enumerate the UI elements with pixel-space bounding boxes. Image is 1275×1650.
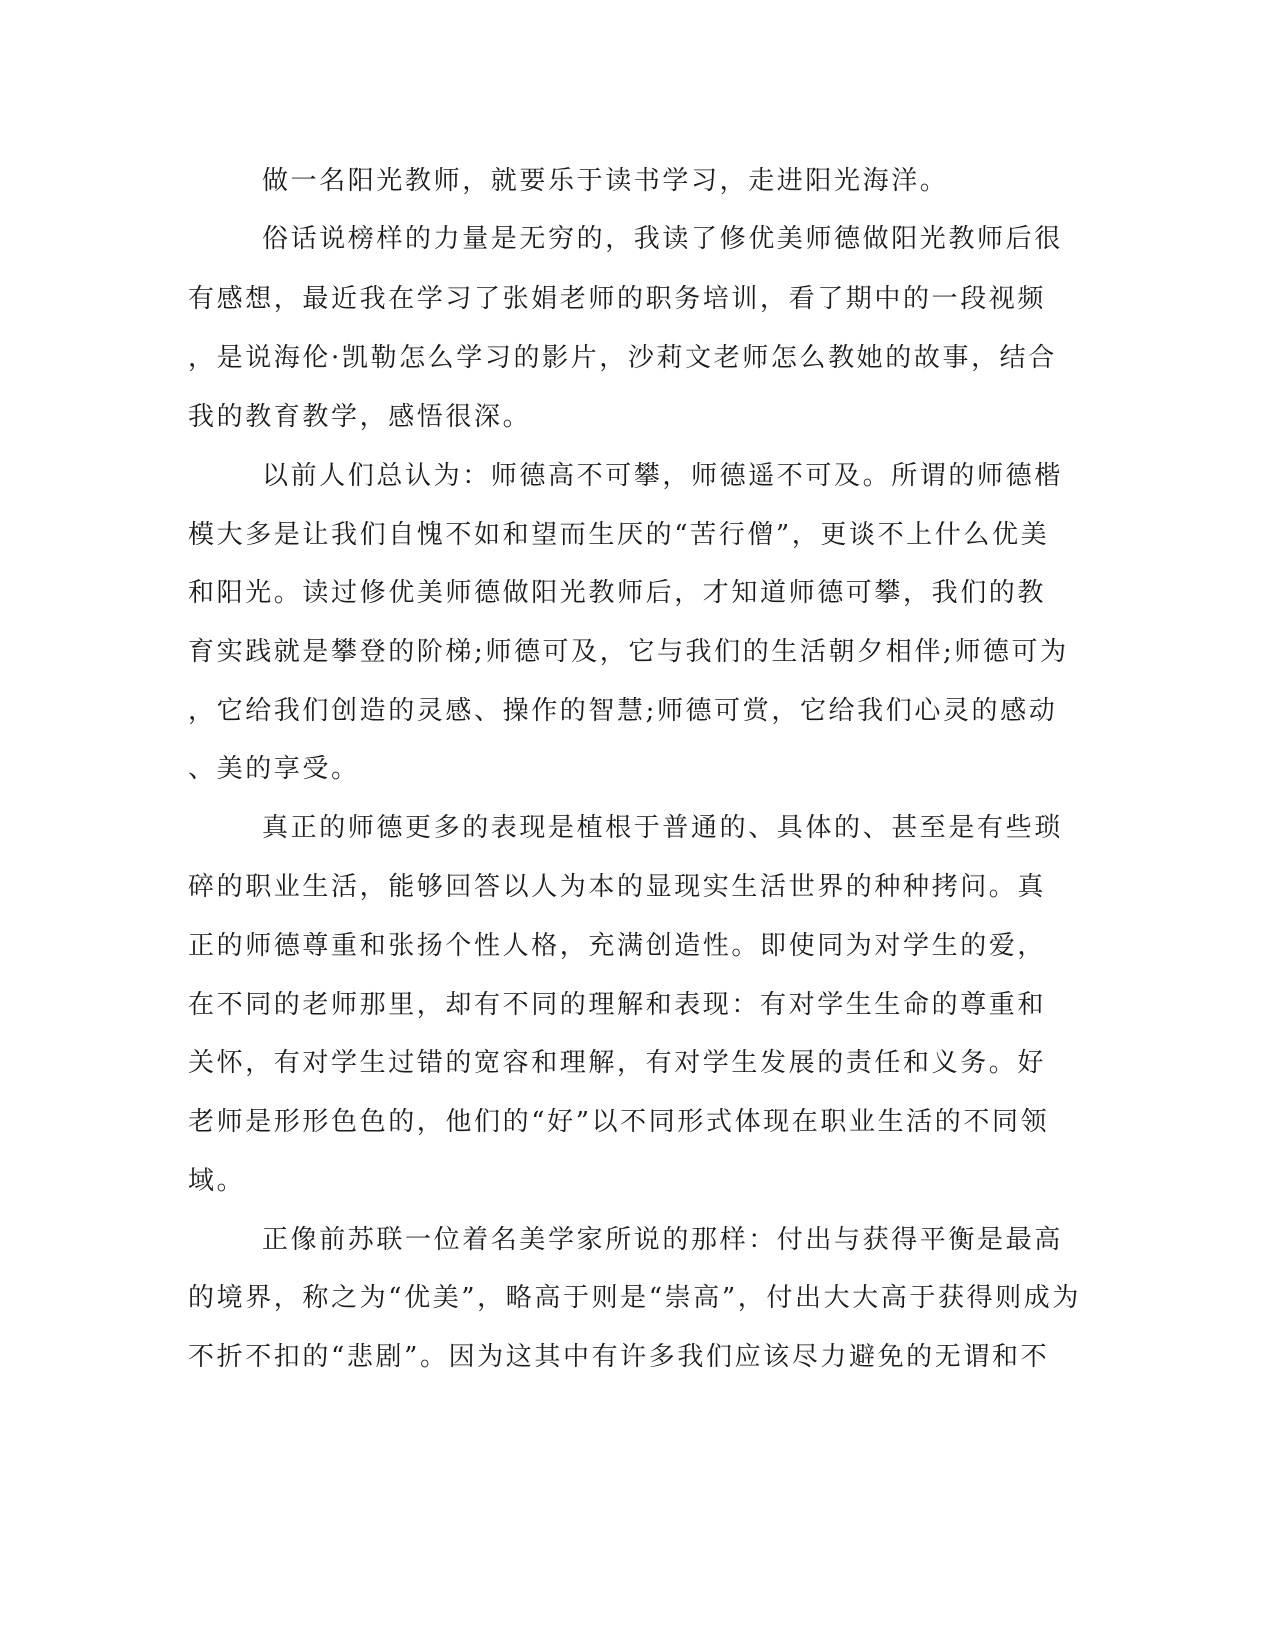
paragraph-4-line-3: 正的师德尊重和张扬个性人格，充满创造性。即使同为对学生的爱， [188,931,1047,961]
paragraph-3-line-2: 模大多是让我们自愧不如和望而生厌的“苦行僧”，更谈不上什么优美 [188,520,1050,550]
paragraph-4-line-7: 域。 [188,1166,246,1196]
paragraph-4-line-5: 关怀，有对学生过错的宽容和理解，有对学生发展的责任和义务。好 [188,1048,1047,1078]
paragraph-5-line-2: 的境界，称之为“优美”，略高于则是“崇高”，付出大大高于获得则成为 [188,1283,1081,1313]
paragraph-5-line-3: 不折不扣的“悲剧”。因为这其中有许多我们应该尽力避免的无谓和不 [188,1342,1050,1372]
paragraph-1-line-1: 做一名阳光教师，就要乐于读书学习，走进阳光海洋。 [262,166,949,196]
paragraph-3-line-1: 以前人们总认为：师德高不可攀，师德遥不可及。所谓的师德楷 [262,461,1063,491]
paragraph-2-line-2: 有感想，最近我在学习了张娟老师的职务培训，看了期中的一段视频 [188,284,1047,314]
paragraph-5-line-1: 正像前苏联一位着名美学家所说的那样：付出与获得平衡是最高 [262,1225,1063,1255]
paragraph-3-line-3: 和阳光。读过修优美师德做阳光教师后，才知道师德可攀，我们的教 [188,578,1047,608]
paragraph-3-line-6: 、美的享受。 [188,754,360,784]
paragraph-2-line-4: 我的教育教学，感悟很深。 [188,402,532,432]
paragraph-3-line-4: 育实践就是攀登的阶梯;师德可及，它与我们的生活朝夕相伴;师德可为 [188,637,1069,667]
paragraph-3-line-5: ，它给我们创造的灵感、操作的智慧;师德可赏，它给我们心灵的感动 [188,696,1058,726]
paragraph-2-line-1: 俗话说榜样的力量是无穷的，我读了修优美师德做阳光教师后很 [262,224,1063,254]
paragraph-4-line-1: 真正的师德更多的表现是植根于普通的、具体的、甚至是有些琐 [262,813,1063,843]
paragraph-2-line-3: ，是说海伦·凯勒怎么学习的影片，沙莉文老师怎么教她的故事，结合 [188,343,1057,373]
paragraph-4-line-4: 在不同的老师那里，却有不同的理解和表现：有对学生生命的尊重和 [188,990,1047,1020]
paragraph-4-line-2: 碎的职业生活，能够回答以人为本的显现实生活世界的种种拷问。真 [188,872,1047,902]
paragraph-4-line-6: 老师是形形色色的，他们的“好”以不同形式体现在职业生活的不同领 [188,1107,1050,1137]
